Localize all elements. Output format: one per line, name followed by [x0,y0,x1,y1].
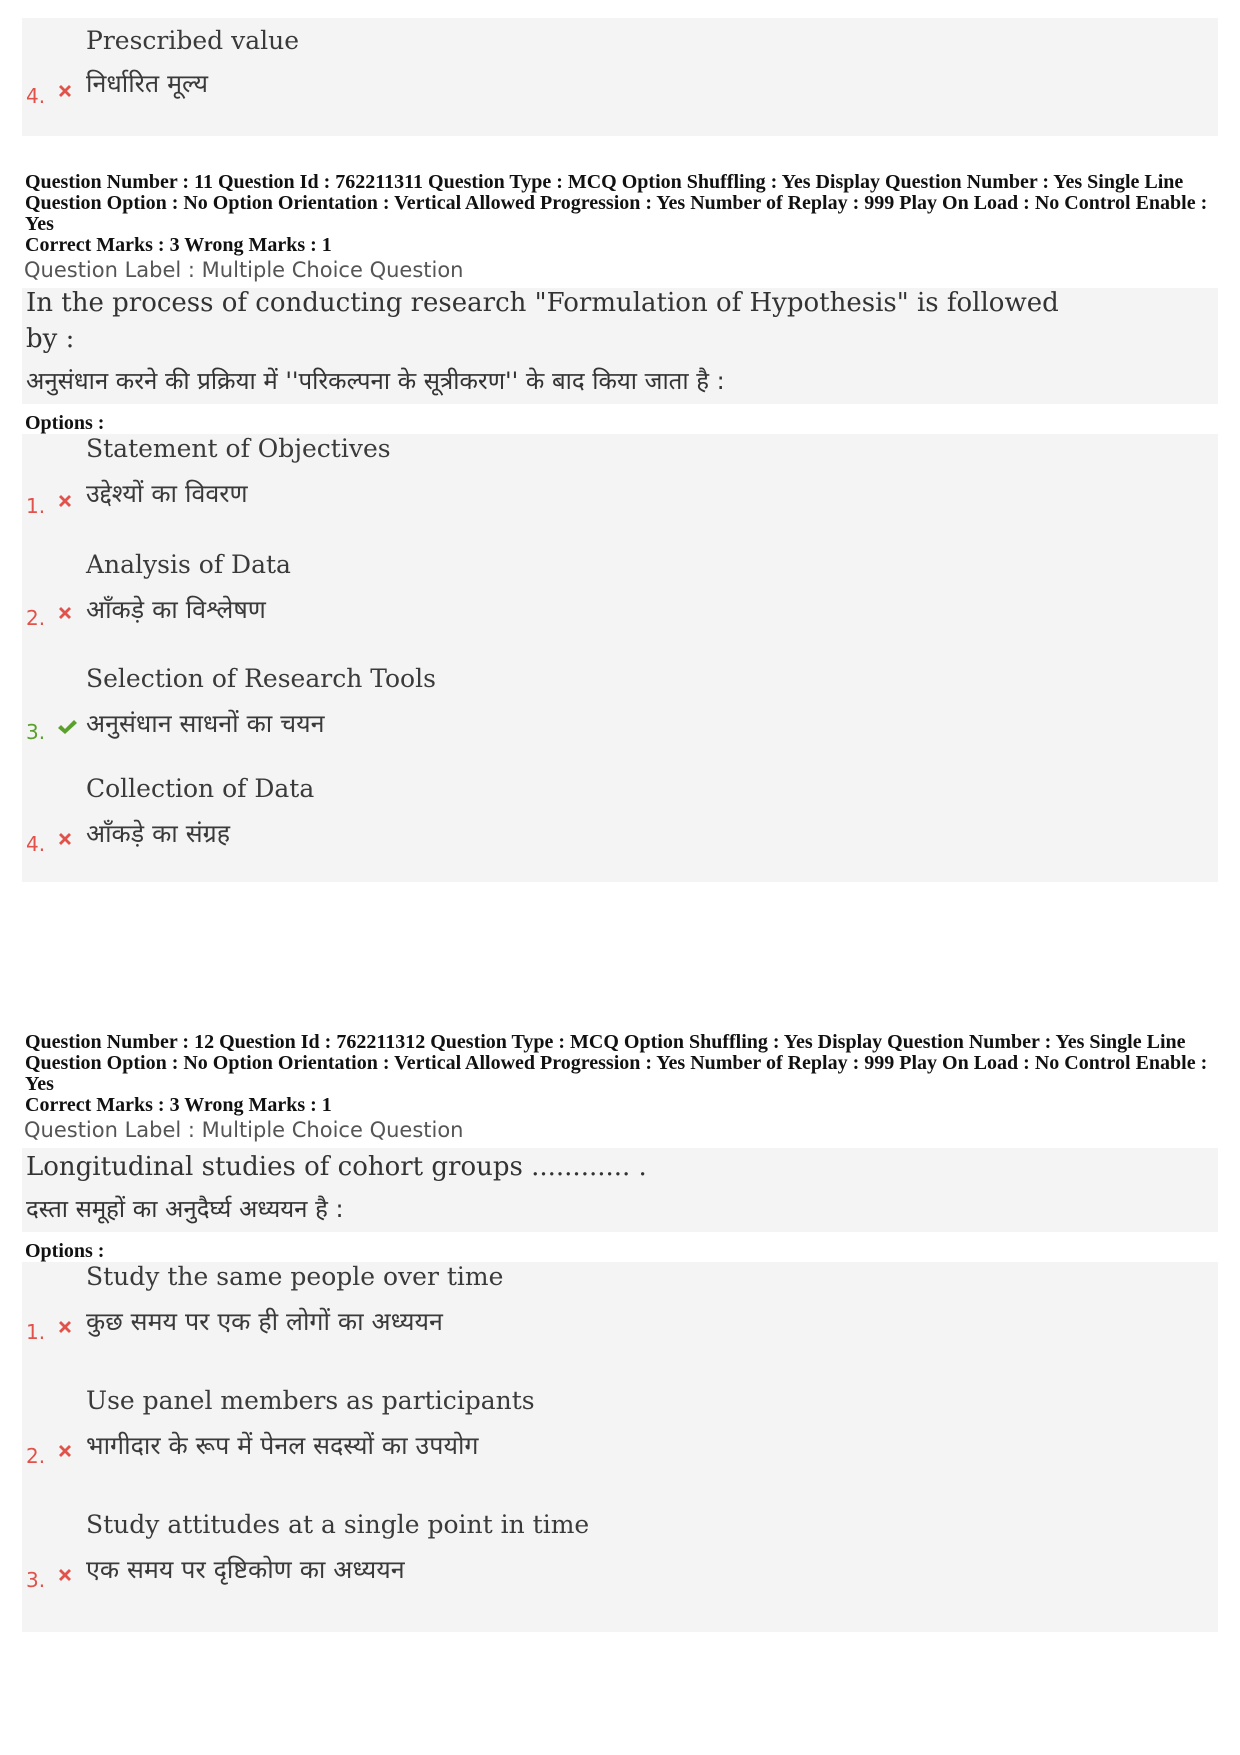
option-english: Prescribed value [86,26,300,55]
options-label: Options : [25,412,105,434]
question-text [22,288,1218,404]
option-number: 3. [26,1568,46,1592]
question-meta: Question Number : 11 Question Id : 762211311 Question Type : MCQ Option Shuffling : Yes Display Question Number : Yes Single Line Question Option : No Option Orientation : Vertical Allowed Progression : Yes Number of Replay : 999 Play On Load : No Control Enable : Yes [25,171,1208,235]
option-hindi: उद्देश्यों का विवरण [86,479,248,508]
option-english: Statement of Objectives [86,434,391,463]
question-marks: Correct Marks : 3 Wrong Marks : 1 [25,234,332,256]
option-number: 4. [26,84,46,108]
option-english: Selection of Research Tools [86,664,436,693]
question-text-english: Longitudinal studies of cohort groups ............ . [26,1152,647,1182]
cross-mark-icon [56,1442,74,1460]
question-text [22,1148,1218,1232]
option-block [22,434,1218,882]
cross-mark-icon [56,604,74,622]
option-hindi: आँकड़े का संग्रह [86,819,230,848]
option-number: 2. [26,1444,46,1468]
option-block [22,18,1218,136]
option-number: 4. [26,832,46,856]
option-hindi: अनुसंधान साधनों का चयन [86,709,325,738]
option-number: 1. [26,1320,46,1344]
option-number: 2. [26,606,46,630]
question-text-hindi: दस्ता समूहों का अनुदैर्घ्य अध्ययन है : [26,1195,344,1223]
option-english: Use panel members as participants [86,1386,535,1415]
cross-mark-icon [56,82,74,100]
question-text-english-cont: by : [26,324,75,354]
option-english: Study the same people over time [86,1262,504,1291]
option-english: Analysis of Data [86,550,291,579]
options-label: Options : [25,1240,105,1262]
option-hindi: भागीदार के रूप में पेनल सदस्यों का उपयोग [86,1431,479,1460]
question-label: Question Label : Multiple Choice Question [24,1118,464,1142]
option-english: Collection of Data [86,774,315,803]
cross-mark-icon [56,1318,74,1336]
check-mark-icon [56,718,78,736]
option-hindi: आँकड़े का विश्लेषण [86,595,266,624]
question-text-english: In the process of conducting research "Formulation of Hypothesis" is followed [26,288,1059,318]
question-meta: Question Number : 12 Question Id : 762211312 Question Type : MCQ Option Shuffling : Yes Display Question Number : Yes Single Line Question Option : No Option Orientation : Vertical Allowed Progression : Yes Number of Replay : 999 Play On Load : No Control Enable : Yes [25,1031,1208,1095]
question-text-hindi: अनुसंधान करने की प्रक्रिया में ''परिकल्पना के सूत्रीकरण'' के बाद किया जाता है : [26,367,725,395]
option-block [22,1262,1218,1632]
option-hindi: एक समय पर दृष्टिकोण का अध्ययन [86,1555,405,1584]
option-number: 3. [26,720,46,744]
question-marks: Correct Marks : 3 Wrong Marks : 1 [25,1094,332,1116]
option-hindi: कुछ समय पर एक ही लोगों का अध्ययन [86,1307,443,1336]
cross-mark-icon [56,1566,74,1584]
question-label: Question Label : Multiple Choice Question [24,258,464,282]
cross-mark-icon [56,492,74,510]
option-hindi: निर्धारित मूल्य [86,69,208,98]
option-number: 1. [26,494,46,518]
cross-mark-icon [56,830,74,848]
option-english: Study attitudes at a single point in time [86,1510,590,1539]
